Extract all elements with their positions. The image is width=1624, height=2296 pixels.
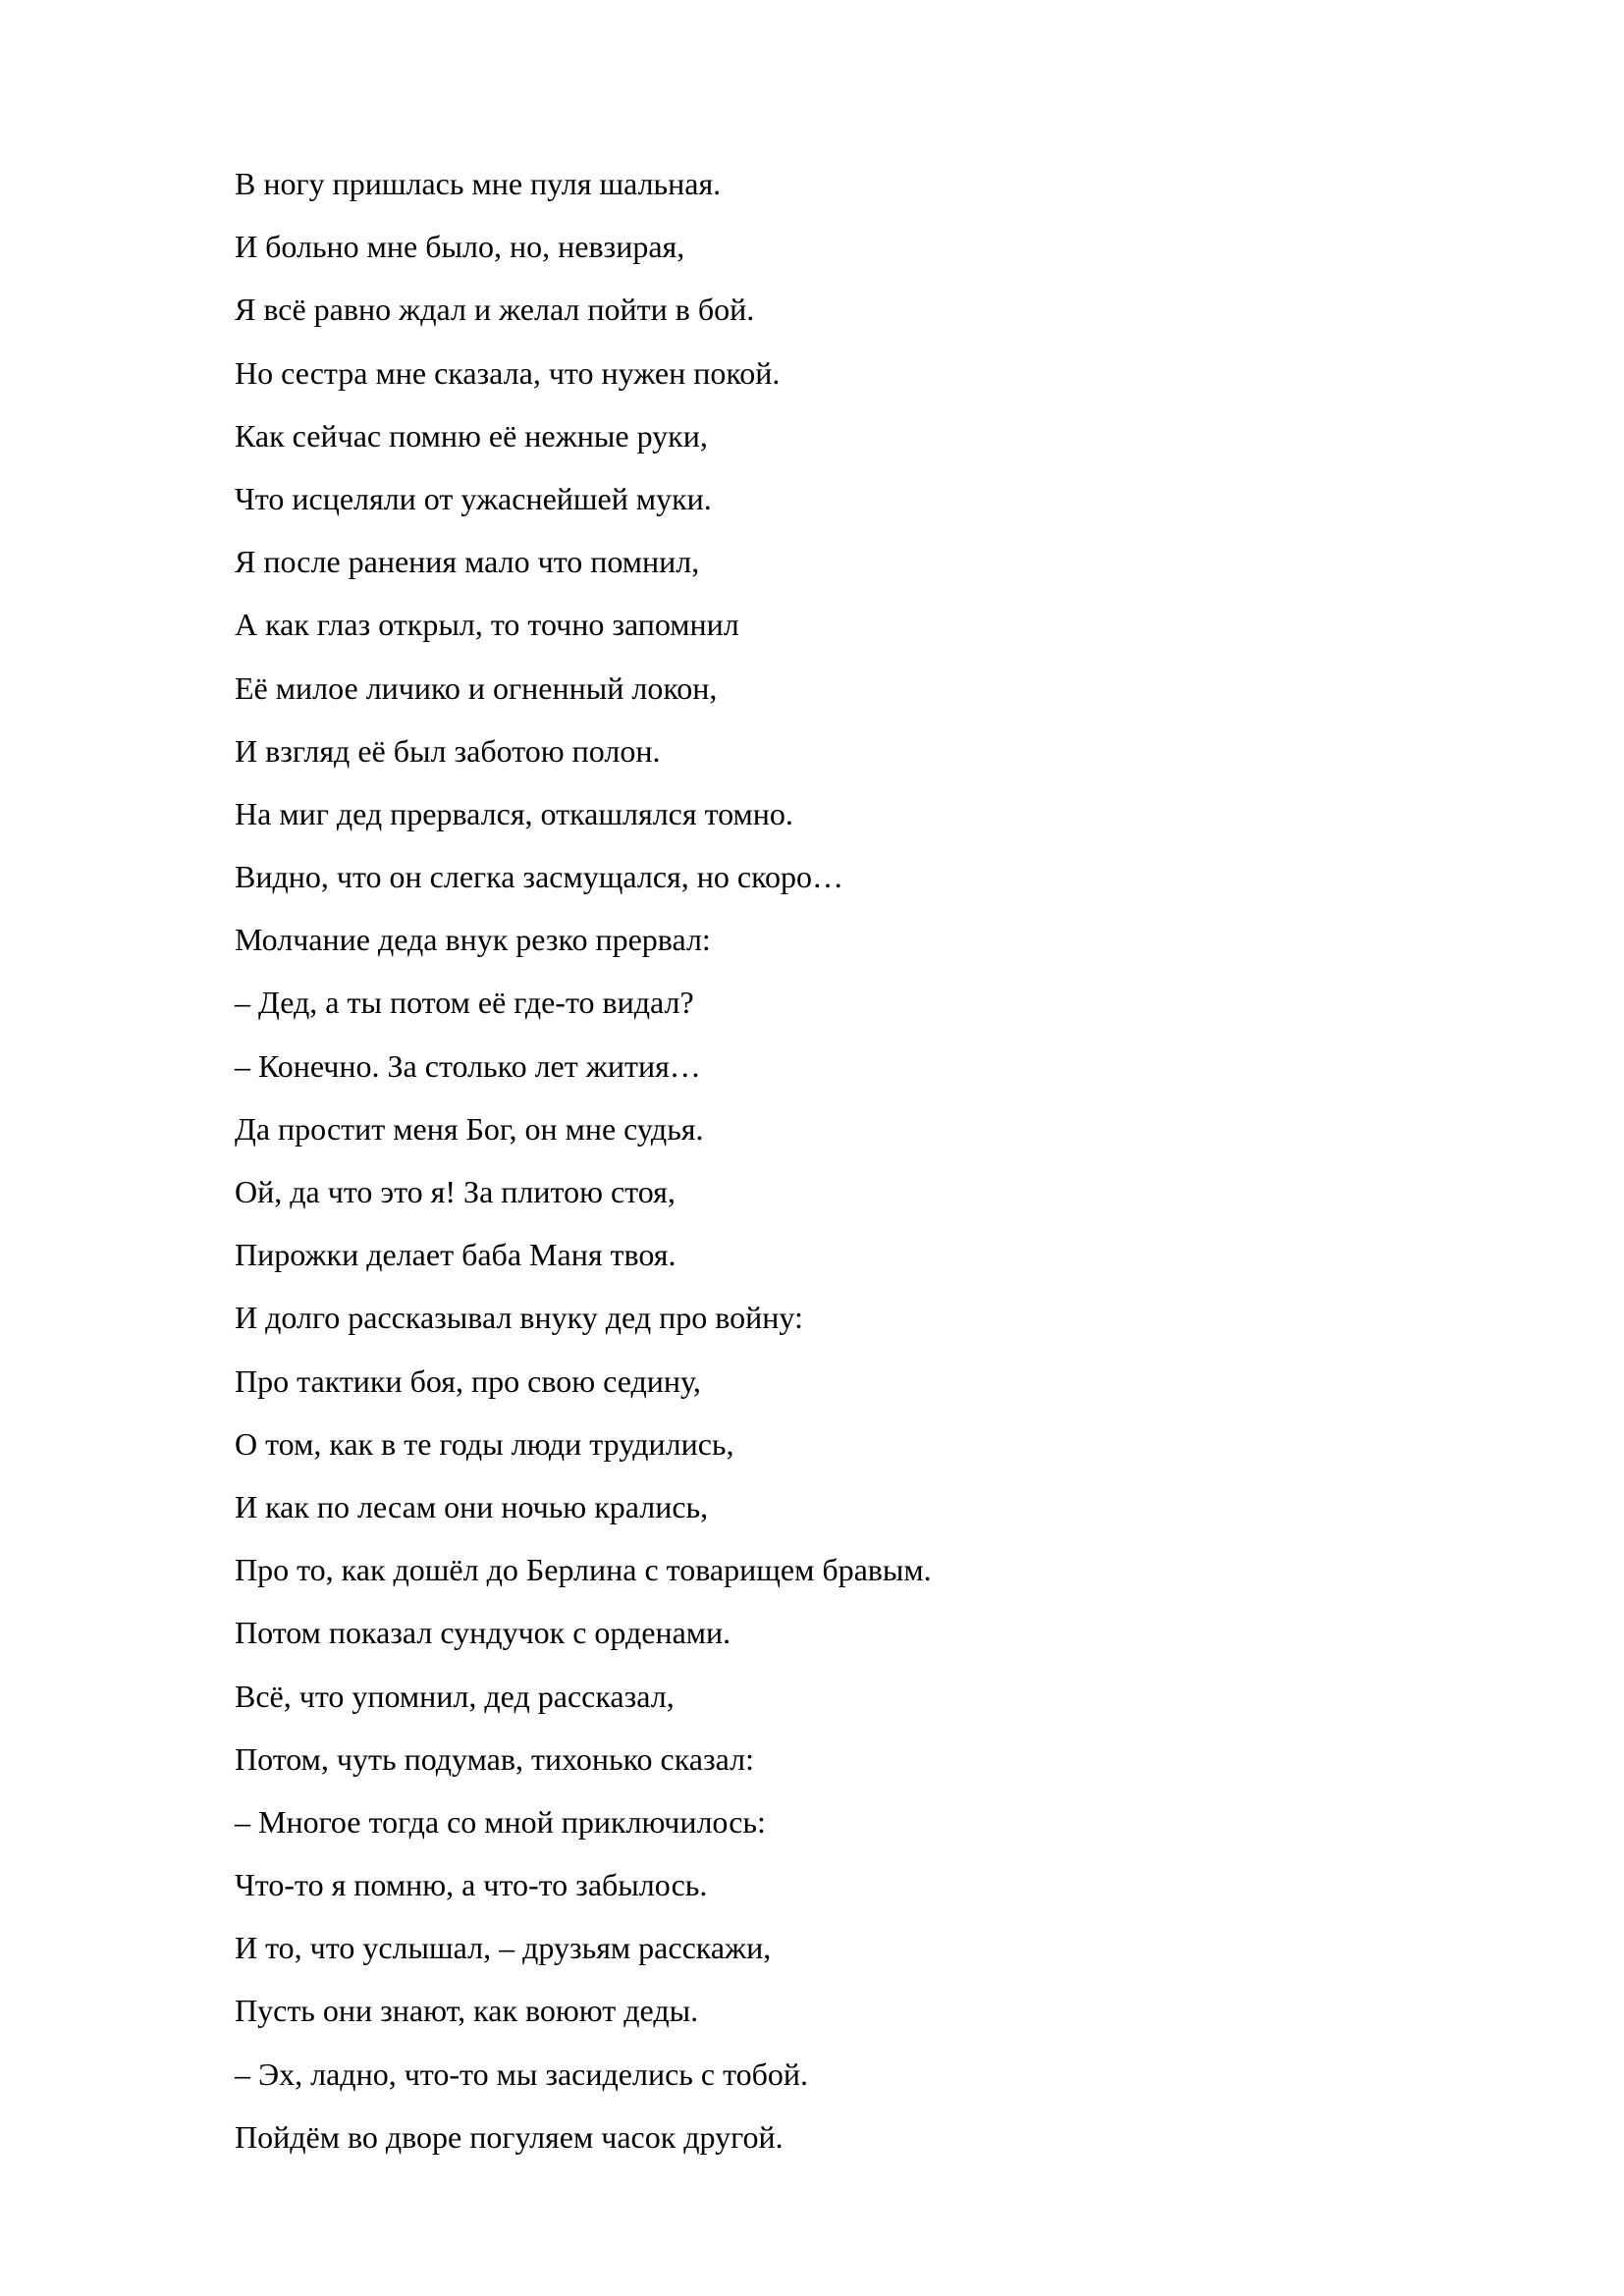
poem-line: Как сейчас помню её нежные руки, (235, 417, 708, 454)
poem-line: О том, как в те годы люди трудились, (235, 1425, 734, 1462)
poem-line: Пойдём во дворе погуляем часок другой. (235, 2118, 784, 2155)
poem-line: Её милое личико и огненный локон, (235, 669, 718, 706)
poem-line: Видно, что он слегка засмущался, но скоро… (235, 859, 843, 895)
poem-line: Что-то я помню, а что-то забылось. (235, 1867, 708, 1903)
poem-line: Про то, как дошёл до Берлина с товарищем бравым. (235, 1552, 932, 1588)
poem-line: Пусть они знают, как воюют деды. (235, 1993, 699, 2029)
poem-line: И то, что услышал, – друзьям расскажи, (235, 1930, 772, 1966)
poem-line: Потом, чуть подумав, тихонько сказал: (235, 1740, 754, 1777)
poem-line: Что исцеляли от ужаснейшей муки. (235, 480, 712, 516)
poem-line: И больно мне было, но, невзирая, (235, 229, 685, 265)
poem-text-block (235, 152, 1413, 2168)
poem-line: – Дед, а ты потом её где-то видал? (235, 985, 694, 1021)
poem-line: И взгляд её был заботою полон. (235, 732, 661, 769)
poem-line: Я всё равно ждал и желал пойти в бой. (235, 292, 755, 328)
poem-line: И долго рассказывал внуку дед про войну: (235, 1300, 803, 1336)
poem-line: – Эх, ладно, что-то мы засиделись с тобой. (235, 2056, 809, 2092)
poem-line: Ой, да что это я! За плитою стоя, (235, 1174, 676, 1209)
poem-line: Про тактики боя, про свою седину, (235, 1362, 701, 1399)
poem-line: В ногу пришлась мне пуля шальная. (235, 166, 722, 201)
poem-line: На миг дед прервался, откашлялся томно. (235, 795, 793, 831)
poem-line: – Многое тогда со мной приключилось: (235, 1803, 766, 1840)
poem-line: Молчание деда внук резко прервал: (235, 922, 711, 958)
poem-line: Да простит меня Бог, он мне судья. (235, 1110, 704, 1147)
poem-line: И как по лесам они ночью крались, (235, 1488, 709, 1524)
poem-line: Всё, что упомнил, дед рассказал, (235, 1678, 675, 1714)
poem-line: Пирожки делает баба Маня твоя. (235, 1237, 677, 1273)
poem-line: Но сестра мне сказала, что нужен покой. (235, 354, 781, 391)
poem-line: Я после ранения мало что помнил, (235, 544, 700, 580)
poem-line: Потом показал сундучок с орденами. (235, 1615, 731, 1651)
poem-line: А как глаз открыл, то точно запомнил (235, 607, 739, 643)
poem-line: – Конечно. За столько лет жития… (235, 1047, 701, 1084)
